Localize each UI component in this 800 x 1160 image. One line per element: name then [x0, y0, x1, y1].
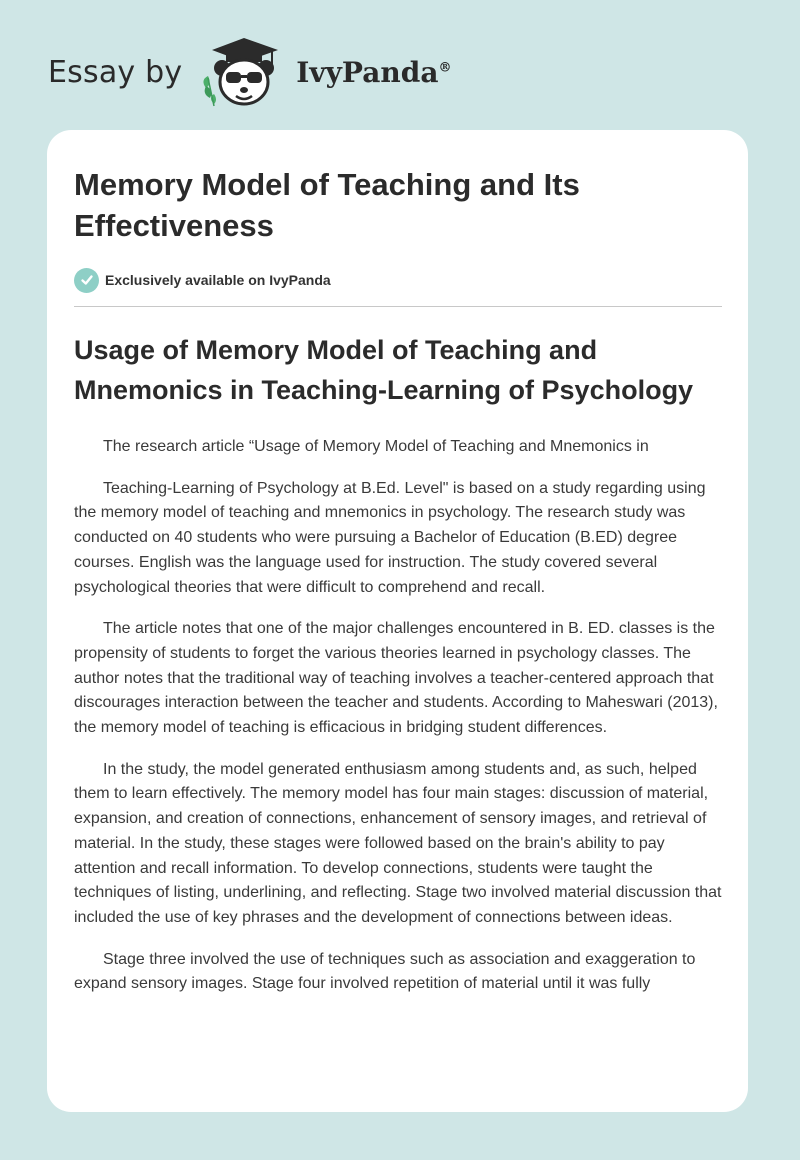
paragraph: In the study, the model generated enthusiasm among students and, as such, helped them to learn effectively. The memory model has four main stages: discussion of material, expansion, and creation of connections, enhancement of sensory images, and retrieval of material. In the study, these stages were followed based on the brain's ability to pay attention and recall information. To develop connections, students were taught the techniques of listing, underlining, and reflecting. Stage two involved material discussion that included the use of key phrases and the development of connections between ideas. [74, 760, 722, 926]
paragraph: The article notes that one of the major challenges encountered in B. ED. classes is the propensity of students to forget the various theories learned in psychology classes. The author notes that the traditional way of teaching involves a teacher-centered approach that discourages interaction between the teacher and students. According to Maheswari (2013), the memory model of teaching is efficacious in bridging student differences. [74, 620, 718, 737]
paragraph: Stage three involved the use of techniques such as association and exaggeration to expand sensory images. Stage four involved repetition of material until it was fully [74, 950, 696, 993]
site-header [48, 34, 451, 110]
section-heading: Usage of Memory Model of Teaching and Mnemonics in Teaching-Learning of Psychology [74, 335, 694, 405]
essay-by-label: Essay by [48, 54, 183, 90]
paragraph: Teaching-Learning of Psychology at B.Ed. Level" is based on a study regarding using the memory model of teaching and mnemonics in psychology. The research study was conducted on 40 students who were pursuing a Bachelor of Education (B.ED) degree courses. English was the language used for instruction. The study covered several psychological theories that were difficult to comprehend and recall. [74, 479, 706, 596]
brand-name[interactable] [296, 56, 451, 89]
essay-card [47, 130, 748, 1112]
registered-mark: ® [438, 60, 452, 76]
essay-body [74, 435, 722, 997]
brand-text: IvyPanda [296, 55, 439, 89]
checkmark-icon [74, 268, 99, 293]
paragraph: The research article “Usage of Memory Model of Teaching and Mnemonics in [103, 438, 649, 455]
ivypanda-logo-icon[interactable] [198, 36, 290, 108]
essay-title: Memory Model of Teaching and Its Effectiveness [74, 167, 580, 243]
badge-label: Exclusively available on IvyPanda [105, 272, 331, 288]
exclusive-badge [74, 267, 722, 293]
divider [74, 306, 722, 307]
